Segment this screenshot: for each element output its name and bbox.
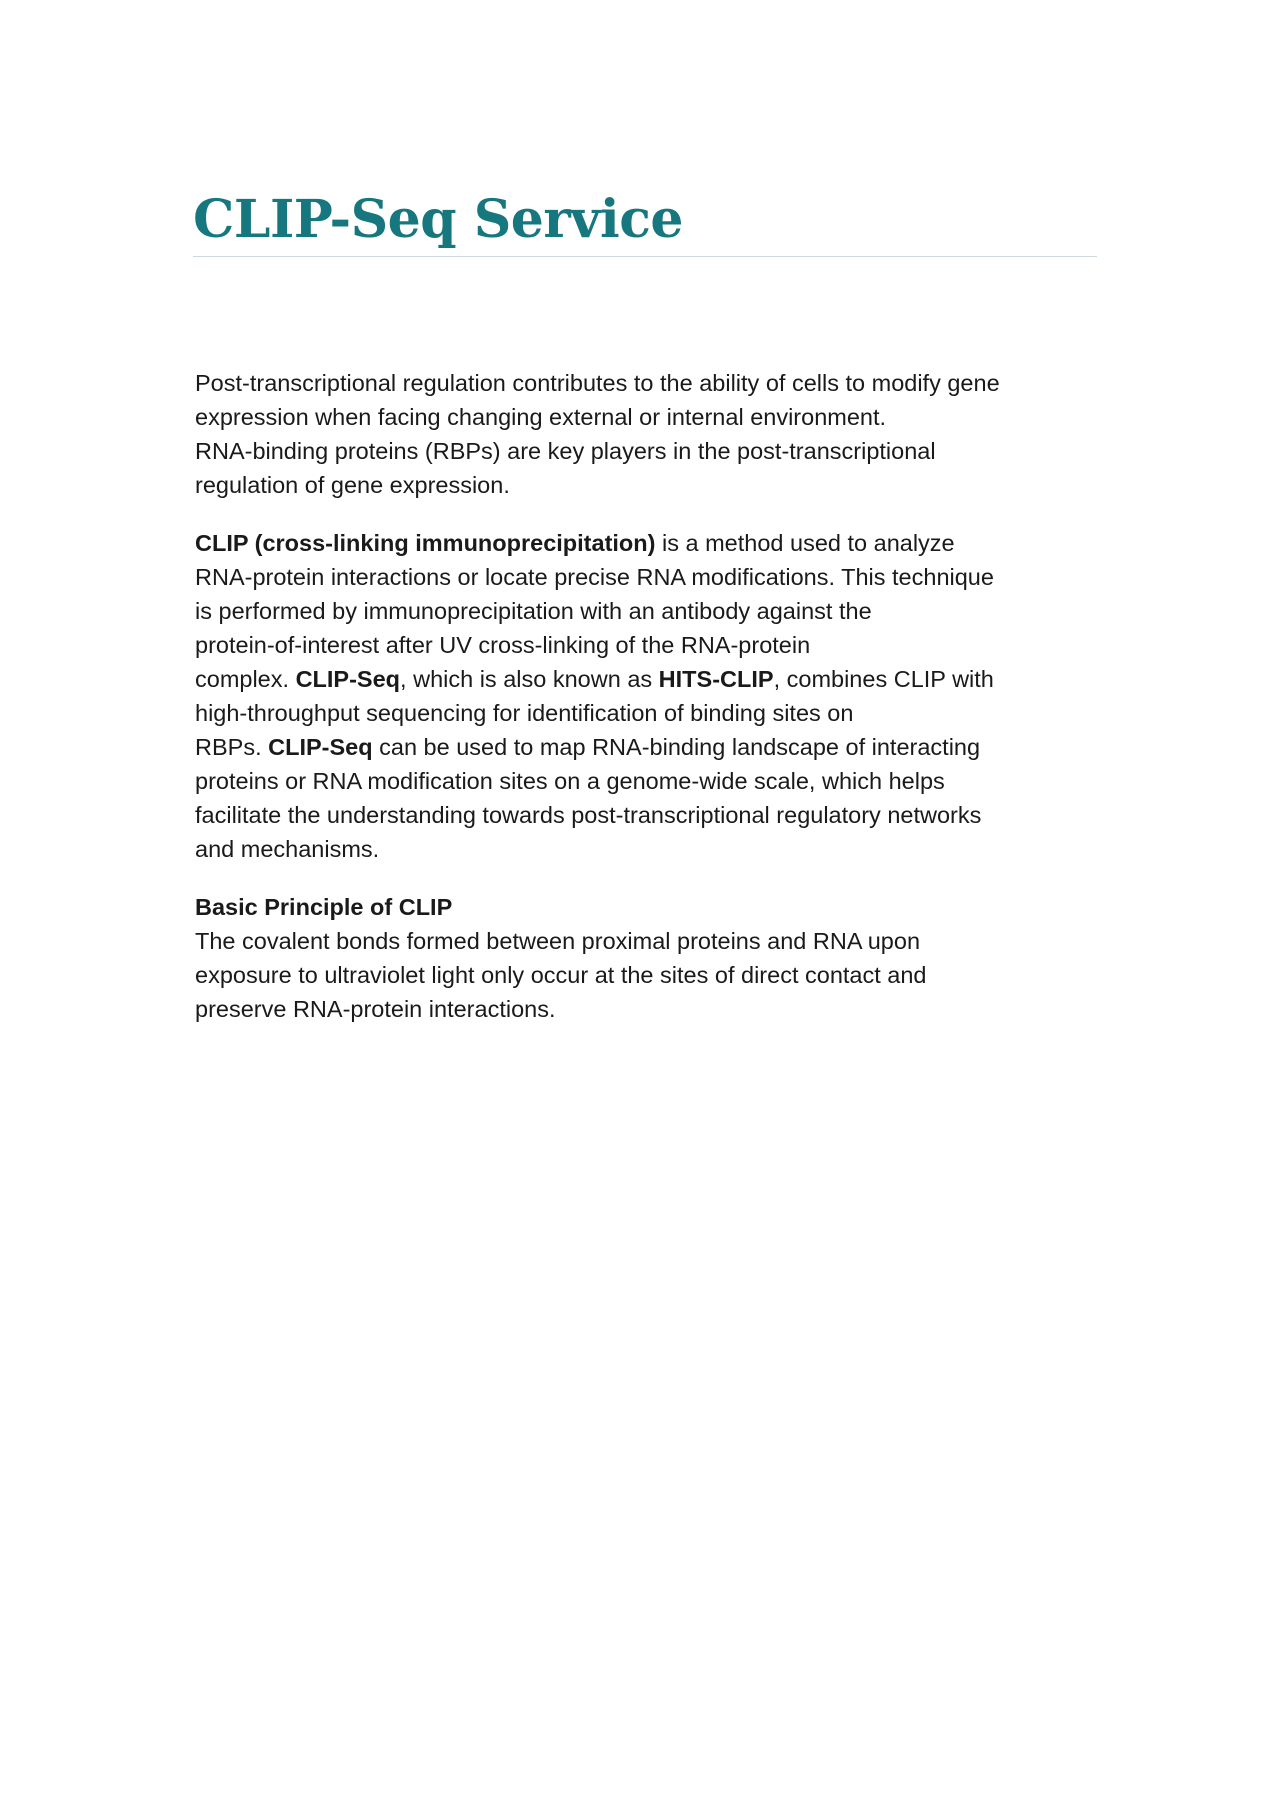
hits-clip-term: HITS-CLIP bbox=[658, 666, 774, 692]
clip-text: is a method used to analyze bbox=[655, 530, 955, 556]
principle-section bbox=[195, 890, 1095, 1026]
title-block bbox=[193, 190, 1097, 257]
clip-text: RBPs. bbox=[195, 734, 269, 760]
clip-text: can be used to map RNA-binding landscape of interacting bbox=[372, 734, 981, 760]
section-heading: Basic Principle of CLIP bbox=[195, 894, 453, 920]
principle-line: exposure to ultraviolet light only occur at the sites of direct contact and bbox=[195, 962, 927, 988]
title-divider bbox=[193, 256, 1097, 257]
clip-text: protein-of-interest after UV cross-linking of the RNA-protein bbox=[195, 632, 811, 658]
clip-text: , combines CLIP with bbox=[773, 666, 994, 692]
intro-line: expression when facing changing external or internal environment. bbox=[195, 404, 887, 430]
clip-text: is performed by immunoprecipitation with an antibody against the bbox=[195, 598, 872, 624]
clip-seq-term: CLIP-Seq bbox=[268, 734, 373, 760]
clip-text: complex. bbox=[195, 666, 296, 692]
intro-line: Post-transcriptional regulation contributes to the ability of cells to modify gene bbox=[195, 370, 1000, 396]
clip-text: RNA-protein interactions or locate precise RNA modifications. This technique bbox=[195, 564, 994, 590]
clip-text: proteins or RNA modification sites on a genome-wide scale, which helps bbox=[195, 768, 945, 794]
clip-text: , which is also known as bbox=[400, 666, 659, 692]
intro-line: regulation of gene expression. bbox=[195, 472, 510, 498]
clip-text: facilitate the understanding towards post-transcriptional regulatory networks bbox=[195, 802, 982, 828]
clip-text: and mechanisms. bbox=[195, 836, 380, 862]
clip-text: high-throughput sequencing for identification of binding sites on bbox=[195, 700, 854, 726]
article-body bbox=[195, 366, 1095, 1050]
clip-paragraph bbox=[195, 526, 1095, 866]
principle-line: The covalent bonds formed between proximal proteins and RNA upon bbox=[195, 928, 921, 954]
clip-term: CLIP (cross-linking immunoprecipitation) bbox=[195, 530, 656, 556]
intro-paragraph bbox=[195, 366, 1095, 502]
principle-line: preserve RNA-protein interactions. bbox=[195, 996, 556, 1022]
intro-line: RNA-binding proteins (RBPs) are key players in the post-transcriptional bbox=[195, 438, 936, 464]
clip-seq-term: CLIP-Seq bbox=[295, 666, 401, 692]
page-title: CLIP-Seq Service bbox=[193, 189, 683, 250]
